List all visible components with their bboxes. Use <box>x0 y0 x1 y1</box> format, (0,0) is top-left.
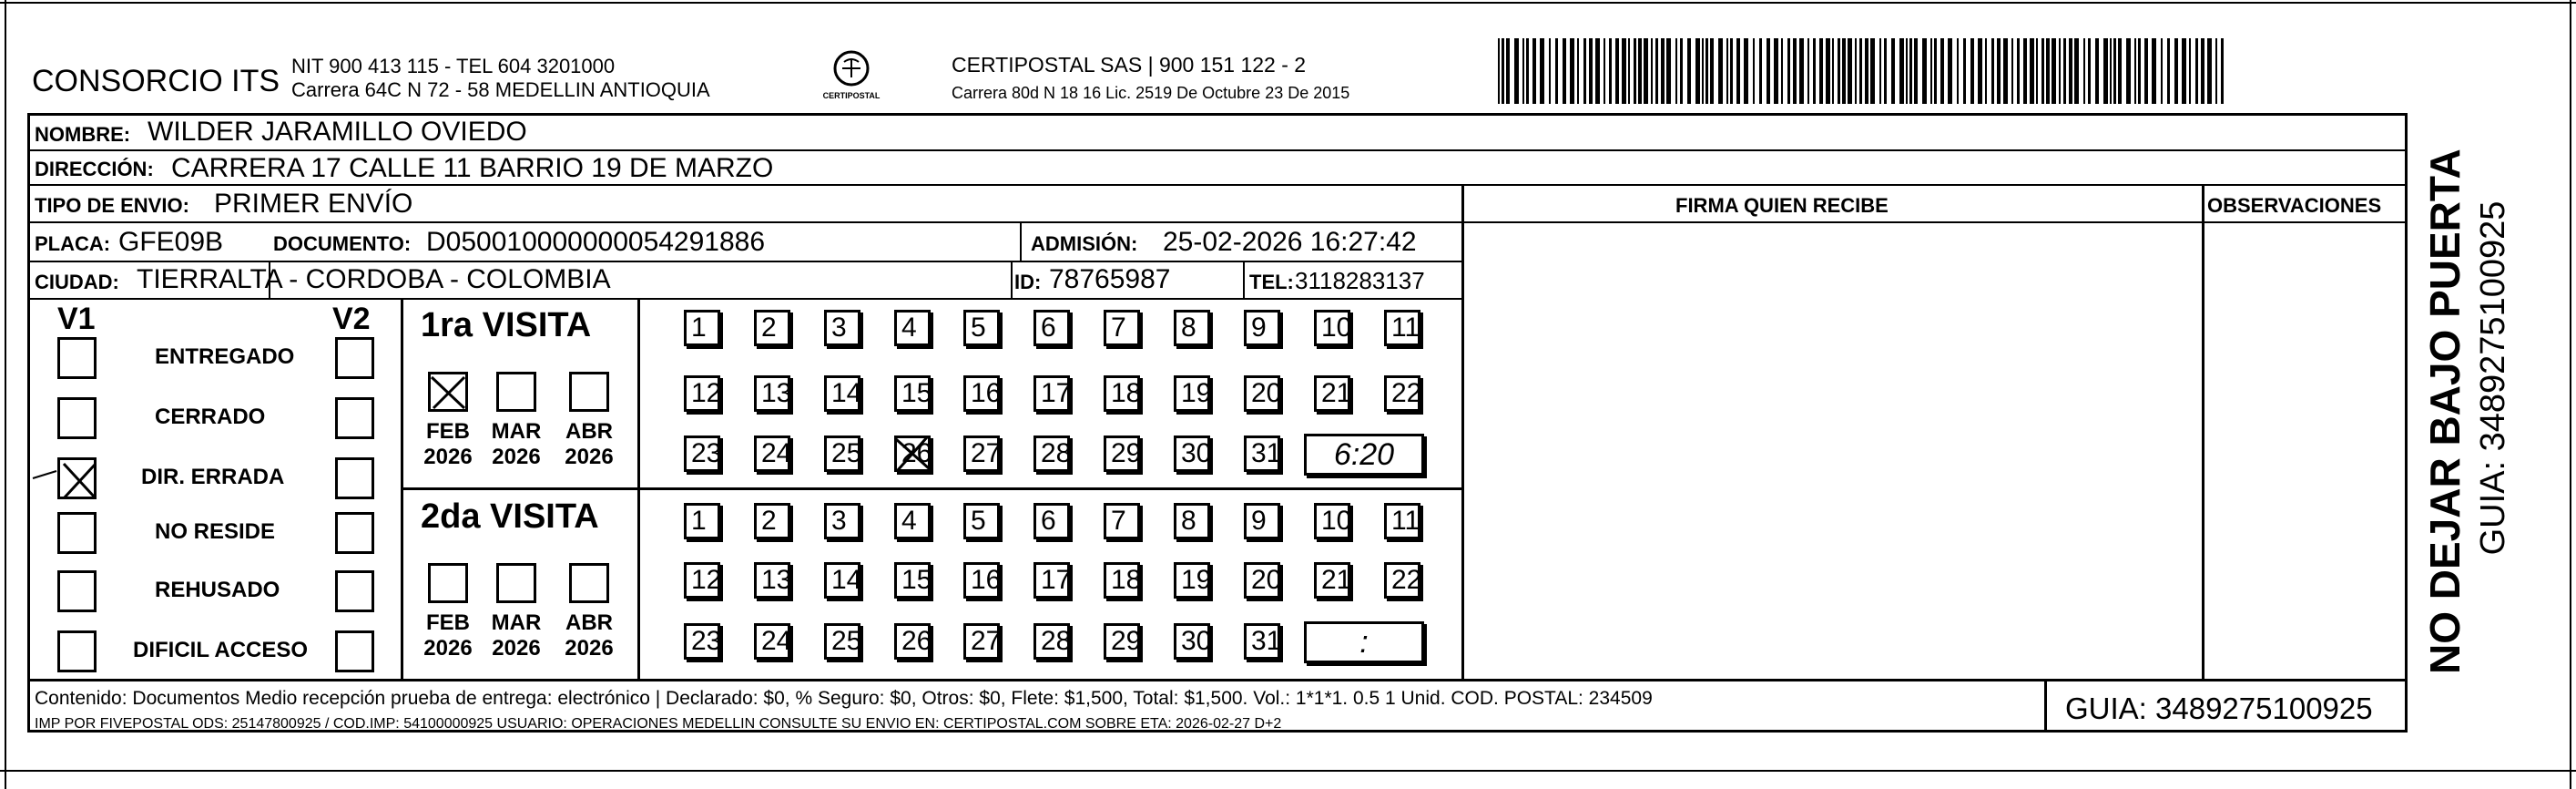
col-line <box>637 299 640 681</box>
side-warning: NO DEJAR BAJO PUERTA <box>2421 149 2469 674</box>
v2-checkbox[interactable] <box>335 337 374 379</box>
signature-area[interactable] <box>1466 224 2199 678</box>
visit1-day-box[interactable]: 3 <box>824 310 860 346</box>
visit1-day-box[interactable]: 27 <box>963 435 1000 472</box>
v1-label: V1 <box>57 302 96 336</box>
col-line <box>1461 186 1464 681</box>
visit2-month-label: ABR 2026 <box>565 610 614 661</box>
id-number: 78765987 <box>1049 264 1171 294</box>
visit2-day-box[interactable]: 13 <box>754 562 790 599</box>
document-number: D050010000000054291886 <box>426 227 766 257</box>
visit1-day-box[interactable]: 7 <box>1104 310 1140 346</box>
plate: GFE09B <box>118 227 224 257</box>
v2-label: V2 <box>332 302 371 336</box>
col-line <box>1011 262 1013 299</box>
visit1-month-label: FEB 2026 <box>423 419 473 469</box>
name-label: NOMBRE: <box>35 123 131 146</box>
bottom-border <box>0 770 2576 772</box>
status-label: DIR. ERRADA <box>141 465 285 489</box>
v1-checkbox[interactable] <box>57 337 97 379</box>
col-line <box>1020 223 1022 261</box>
tel-label: TEL: <box>1249 271 1294 293</box>
day-cross-mark <box>894 435 931 472</box>
visit2-day-box[interactable]: 9 <box>1244 503 1280 539</box>
tel-number: 3118283137 <box>1295 267 1425 294</box>
row-line <box>27 184 2408 186</box>
visit1-title: 1ra VISITA <box>421 306 592 344</box>
visit2-month-checkbox[interactable] <box>569 563 609 603</box>
visit1-day-box[interactable]: 15 <box>894 375 931 412</box>
v1-checkbox[interactable] <box>57 570 97 612</box>
visit1-day-box[interactable]: 20 <box>1244 375 1280 412</box>
visit1-day-box[interactable]: 9 <box>1244 310 1280 346</box>
ship-type: PRIMER ENVÍO <box>214 189 413 219</box>
company-name: CONSORCIO ITS <box>32 64 280 98</box>
top-border <box>0 2 2576 4</box>
row-line <box>401 487 1461 490</box>
visit2-day-box[interactable]: 5 <box>963 503 1000 539</box>
visit1-day-box[interactable]: 10 <box>1314 310 1350 346</box>
v1-checkbox[interactable] <box>57 630 97 672</box>
visit1-month-checkbox[interactable] <box>496 372 536 412</box>
visit1-day-box[interactable]: 12 <box>684 375 720 412</box>
certipostal-logo <box>824 46 879 109</box>
status-label: NO RESIDE <box>155 519 276 544</box>
visit1-day-box[interactable]: 30 <box>1174 435 1210 472</box>
visit2-month-checkbox[interactable] <box>496 563 536 603</box>
visit2-day-box[interactable]: 16 <box>963 562 1000 599</box>
visit1-day-box[interactable]: 23 <box>684 435 720 472</box>
visit2-month-label: FEB 2026 <box>423 610 473 661</box>
v2-checkbox[interactable] <box>335 397 374 439</box>
visit2-day-box[interactable]: 15 <box>894 562 931 599</box>
carrier-address: Carrera 80d N 18 16 Lic. 2519 De Octubre 23 De 2015 <box>952 84 1350 102</box>
visit2-day-box[interactable]: 24 <box>754 623 790 660</box>
status-label: ENTREGADO <box>155 344 295 369</box>
visit2-day-box[interactable]: 1 <box>684 503 720 539</box>
v1-checkbox[interactable] <box>57 457 97 499</box>
visit2-day-box[interactable]: 7 <box>1104 503 1140 539</box>
visit2-title: 2da VISITA <box>421 497 599 536</box>
row-line <box>27 261 1461 262</box>
visit1-time-box[interactable]: 6:20 <box>1304 434 1424 476</box>
status-label: CERRADO <box>155 405 266 429</box>
visit1-day-box[interactable]: 21 <box>1314 375 1350 412</box>
visit1-month-checkbox[interactable] <box>428 372 468 412</box>
visit2-day-box[interactable]: 8 <box>1174 503 1210 539</box>
row-line <box>27 221 2408 223</box>
plate-label: PLACA: <box>35 232 111 255</box>
observations-area[interactable] <box>2206 224 2402 678</box>
visit1-month-label: ABR 2026 <box>565 419 614 469</box>
visit1-day-box[interactable]: 28 <box>1033 435 1070 472</box>
visit1-day-box[interactable]: 14 <box>824 375 860 412</box>
visit2-day-box[interactable]: 17 <box>1033 562 1070 599</box>
visit1-day-box[interactable]: 17 <box>1033 375 1070 412</box>
visit1-day-box[interactable]: 5 <box>963 310 1000 346</box>
visit2-day-box[interactable]: 30 <box>1174 623 1210 660</box>
city: TIERRALTA - CORDOBA - COLOMBIA <box>137 264 611 294</box>
company-nit: NIT 900 413 115 - TEL 604 3201000 <box>291 55 616 77</box>
carrier-name: CERTIPOSTAL SAS | 900 151 122 - 2 <box>952 53 1307 77</box>
recipient-address: CARRERA 17 CALLE 11 BARRIO 19 DE MARZO <box>171 153 774 183</box>
visit1-day-box[interactable]: 16 <box>963 375 1000 412</box>
visit2-day-box[interactable]: 10 <box>1314 503 1350 539</box>
observations-header: OBSERVACIONES <box>2207 194 2382 217</box>
visit2-day-box[interactable]: 31 <box>1244 623 1280 660</box>
visit2-day-box[interactable]: 4 <box>894 503 931 539</box>
visit1-day-box[interactable]: 1 <box>684 310 720 346</box>
visit2-day-box[interactable]: 20 <box>1244 562 1280 599</box>
visit2-day-box[interactable]: 27 <box>963 623 1000 660</box>
visit2-day-box[interactable]: 26 <box>894 623 931 660</box>
row-line <box>27 149 2408 151</box>
status-label: REHUSADO <box>155 578 280 602</box>
visit2-time-box[interactable]: : <box>1304 621 1424 663</box>
address-label: DIRECCIÓN: <box>35 158 154 180</box>
visit1-day-box[interactable]: 26 <box>894 435 931 472</box>
logo-caption: CERTIPOSTAL <box>822 91 881 100</box>
row-line <box>27 298 1461 300</box>
visit2-day-box[interactable]: 14 <box>824 562 860 599</box>
visit1-day-box[interactable]: 29 <box>1104 435 1140 472</box>
visit2-day-box[interactable]: 3 <box>824 503 860 539</box>
document-label: DOCUMENTO: <box>273 232 412 255</box>
visit2-day-box[interactable]: 29 <box>1104 623 1140 660</box>
v2-checkbox[interactable] <box>335 512 374 554</box>
city-label: CIUDAD: <box>35 271 119 293</box>
admission-label: ADMISIÓN: <box>1031 232 1138 255</box>
recipient-name: WILDER JARAMILLO OVIEDO <box>148 117 527 147</box>
visit1-day-box[interactable]: 13 <box>754 375 790 412</box>
visit2-day-box[interactable]: 6 <box>1033 503 1070 539</box>
visit2-day-box[interactable]: 12 <box>684 562 720 599</box>
visit2-day-box[interactable]: 2 <box>754 503 790 539</box>
visit2-day-box[interactable]: 19 <box>1174 562 1210 599</box>
visit2-day-box[interactable]: 22 <box>1384 562 1420 599</box>
admission-date: 25-02-2026 16:27:42 <box>1163 227 1417 257</box>
visit1-day-box[interactable]: 24 <box>754 435 790 472</box>
visit1-day-box[interactable]: 4 <box>894 310 931 346</box>
visit1-day-box[interactable]: 2 <box>754 310 790 346</box>
col-line <box>401 299 403 681</box>
visit2-day-box[interactable]: 28 <box>1033 623 1070 660</box>
visit2-day-box[interactable]: 18 <box>1104 562 1140 599</box>
visit1-day-box[interactable]: 31 <box>1244 435 1280 472</box>
ship-type-label: TIPO DE ENVIO: <box>35 194 189 217</box>
form-right-line <box>2405 113 2408 733</box>
visit1-day-box[interactable]: 6 <box>1033 310 1070 346</box>
side-guia: GUIA: 3489275100925 <box>2474 200 2512 556</box>
left-border <box>5 0 6 789</box>
visit1-day-box[interactable]: 25 <box>824 435 860 472</box>
company-address: Carrera 64C N 72 - 58 MEDELLIN ANTIOQUIA <box>291 78 710 101</box>
visit1-month-checkbox[interactable] <box>569 372 609 412</box>
visit2-day-box[interactable]: 21 <box>1314 562 1350 599</box>
visit1-day-box[interactable]: 8 <box>1174 310 1210 346</box>
col-line <box>2044 681 2047 732</box>
visit1-month-label: MAR 2026 <box>491 419 542 469</box>
col-line <box>1243 262 1245 299</box>
barcode <box>1498 38 2226 104</box>
v2-checkbox[interactable] <box>335 630 374 672</box>
status-label: DIFICIL ACCESO <box>133 638 309 662</box>
footer-content: Contenido: Documentos Medio recepción prueba de entrega: electrónico | Declarado: $0, % Seguro: $0, Otros: $0, Flete: $1,500, Total: $1,500. Vol.: 1*1*1. 0.5 1 Unid. COD. POSTAL: 234509 <box>35 688 1653 709</box>
visit1-day-box[interactable]: 11 <box>1384 310 1420 346</box>
id-label: ID: <box>1014 271 1042 293</box>
visit2-day-box[interactable]: 11 <box>1384 503 1420 539</box>
v2-checkbox[interactable] <box>335 570 374 612</box>
footer-guia: GUIA: 3489275100925 <box>2065 692 2373 725</box>
visit2-day-box[interactable]: 25 <box>824 623 860 660</box>
visit1-day-box[interactable]: 19 <box>1174 375 1210 412</box>
visit1-day-box[interactable]: 22 <box>1384 375 1420 412</box>
col-line <box>2202 186 2204 681</box>
v2-checkbox[interactable] <box>335 457 374 499</box>
form-top-line <box>27 113 2408 116</box>
visit2-month-label: MAR 2026 <box>491 610 542 661</box>
visit1-day-box[interactable]: 18 <box>1104 375 1140 412</box>
right-border <box>2570 0 2571 789</box>
v1-checkbox[interactable] <box>57 512 97 554</box>
form-left-line <box>27 113 30 733</box>
v1-checkbox[interactable] <box>57 397 97 439</box>
footer-print-info: IMP POR FIVEPOSTAL ODS: 25147800925 / COD.IMP: 54100000925 USUARIO: OPERACIONES MEDELLIN CONSULTE SU ENVIO EN: CERTIPOSTAL.COM SOBRE ETA: 2026-02-27 D+2 <box>35 716 1282 732</box>
signature-header: FIRMA QUIEN RECIBE <box>1675 194 1889 217</box>
visit2-day-box[interactable]: 23 <box>684 623 720 660</box>
visit2-month-checkbox[interactable] <box>428 563 468 603</box>
row-line <box>27 679 2408 681</box>
